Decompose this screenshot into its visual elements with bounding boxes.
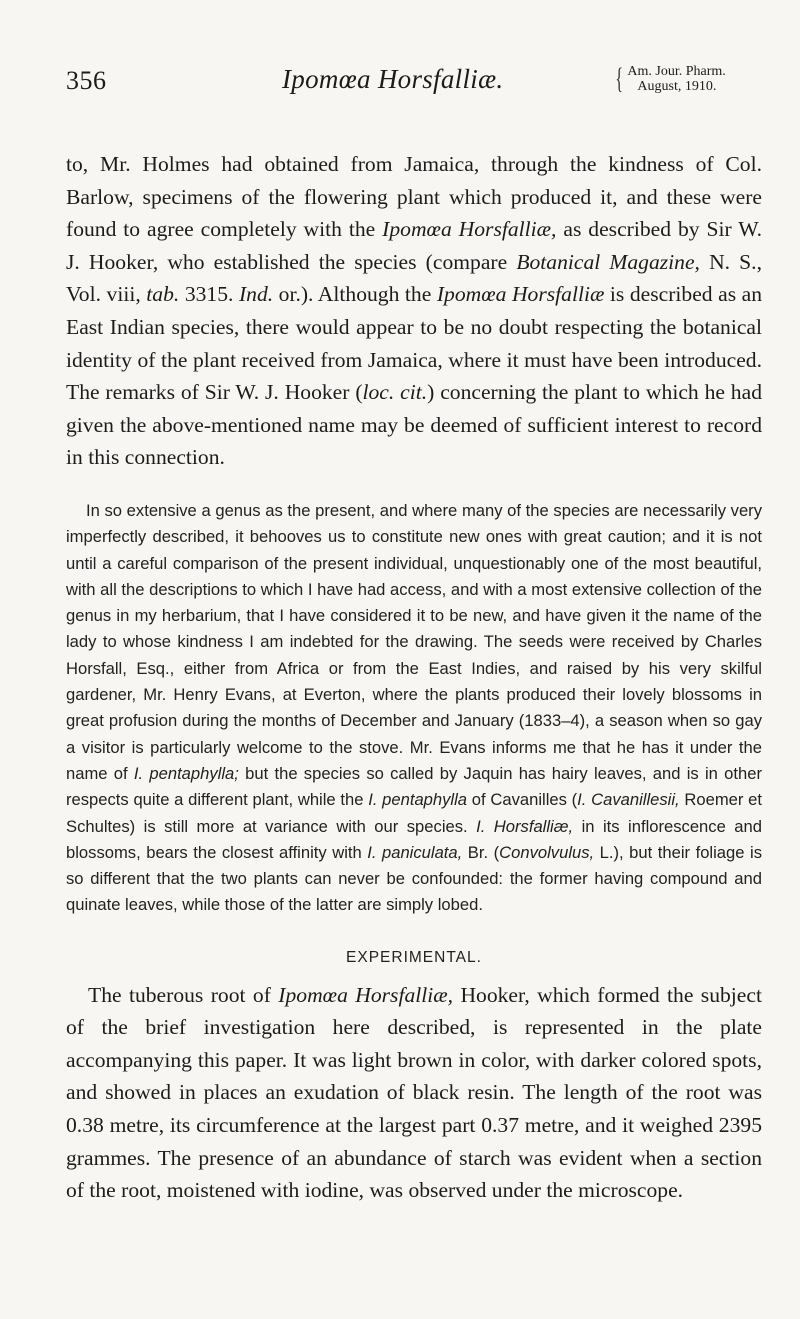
text-run: N. S., Vol. viii, xyxy=(66,249,762,307)
abbreviation: tab. xyxy=(146,282,180,307)
journal-date: August, 1910. xyxy=(637,79,717,94)
species-name: I. Cavanillesii, xyxy=(577,790,680,810)
text-run: Roemer et Schultes) is still more at variance with our species. xyxy=(66,790,762,836)
text-run: but the species so called by Jaquin has hairy leaves, and is in other respects quite a different plant, while the xyxy=(66,763,763,810)
paragraph-intro xyxy=(66,148,762,474)
abbreviation: Ind. xyxy=(238,282,274,307)
page-number: 356 xyxy=(66,66,107,95)
publication-title: Botanical Magazine, xyxy=(516,249,700,274)
journal-lines xyxy=(627,64,725,94)
text-run: as described by Sir W. J. Hooker, who established the species (compare xyxy=(66,217,762,274)
species-name: I. paniculata, xyxy=(367,842,463,862)
text-run: The tuberous root of xyxy=(88,982,279,1007)
brace-glyph: { xyxy=(615,62,624,95)
text-run: L.), but their foliage is so different that the two plants can never be confounded: the former having compound and quinate leaves, while those of the latter are simply lobed. xyxy=(66,842,762,915)
journal-title: Am. Jour. Pharm. xyxy=(627,64,726,79)
species-name: Ipomœa Horsfalliæ xyxy=(436,282,605,307)
text-run: of Cavanilles ( xyxy=(467,790,578,810)
citation: loc. cit. xyxy=(362,380,428,405)
genus-name: Convolvulus, xyxy=(499,842,595,862)
text-run: ) concerning the plant to which he had given the above-mentioned name may be deemed of sufficient interest to record in this connection. xyxy=(66,380,762,470)
journal-reference xyxy=(612,64,726,94)
text-run: 3315. xyxy=(179,282,239,307)
paragraph-experimental xyxy=(66,979,762,1207)
species-name: Ipomœa Horsfalliæ, xyxy=(278,982,454,1007)
running-head xyxy=(66,62,762,108)
text-run: In so extensive a genus as the present, and where many of the species are necessarily very imperfectly described, it behooves us to constitute new ones with great caution; and it is not until a careful comparison of the present individual, unquestionably one of the most beautiful, with all the descriptions to which I have had access, and with a most extensive collection of the genus in my herbarium, that I have considered it to be new, and have given it the name of the lady to whose kindness I am indebted for the drawing. The seeds were received by Charles Horsfall, Esq., either from Africa or from the East Indies, and raised by his very skilful gardener, Mr. Henry Evans, at Everton, where the plants produced their lovely blossoms in great profusion during the months of December and January (1833–4), a season when so gay a visitor is particularly welcome to the stove. Mr. Evans informs me that he has it under the name of xyxy=(66,500,762,783)
text-run: Hooker, which formed the subject of the brief investigation here described, is represented in the plate accompanying this paper. It was light brown in color, with darker colored spots, and showed in places an exudation of black resin. The length of the root was 0.38 metre, its circumference at the largest part 0.37 metre, and it weighed 2395 grammes. The presence of an abundance of starch was evident when a section of the root, moistened with iodine, was observed under the microscope. xyxy=(66,982,762,1203)
section-heading: EXPERIMENTAL. xyxy=(346,948,482,966)
species-name: Ipomœa Horsfalliæ, xyxy=(382,217,557,242)
running-title: Ipomœa Horsfalliæ. xyxy=(282,64,504,94)
species-name: I. pentaphylla; xyxy=(133,763,239,783)
text-run: to, Mr. Holmes had obtained from Jamaica, through the kindness of Col. Barlow, specimens of the flowering plant which produced it, and these were found to agree completely with the xyxy=(66,152,762,242)
species-name: I. Horsfalliæ, xyxy=(476,816,574,836)
text-run: Br. ( xyxy=(462,842,500,862)
block-quote xyxy=(66,498,762,919)
text-run: in its inflorescence and blossoms, bears the closest affinity with xyxy=(66,816,762,862)
text-run: is described as an East Indian species, there would appear to be no doubt respecting the botanical identity of the plant received from Jamaica, where it must have been introduced. The remarks of Sir W. J. Hooker ( xyxy=(66,282,763,405)
page xyxy=(66,62,762,1207)
species-name: I. pentaphylla xyxy=(368,790,468,810)
text-run: or.). Although the xyxy=(273,282,437,307)
